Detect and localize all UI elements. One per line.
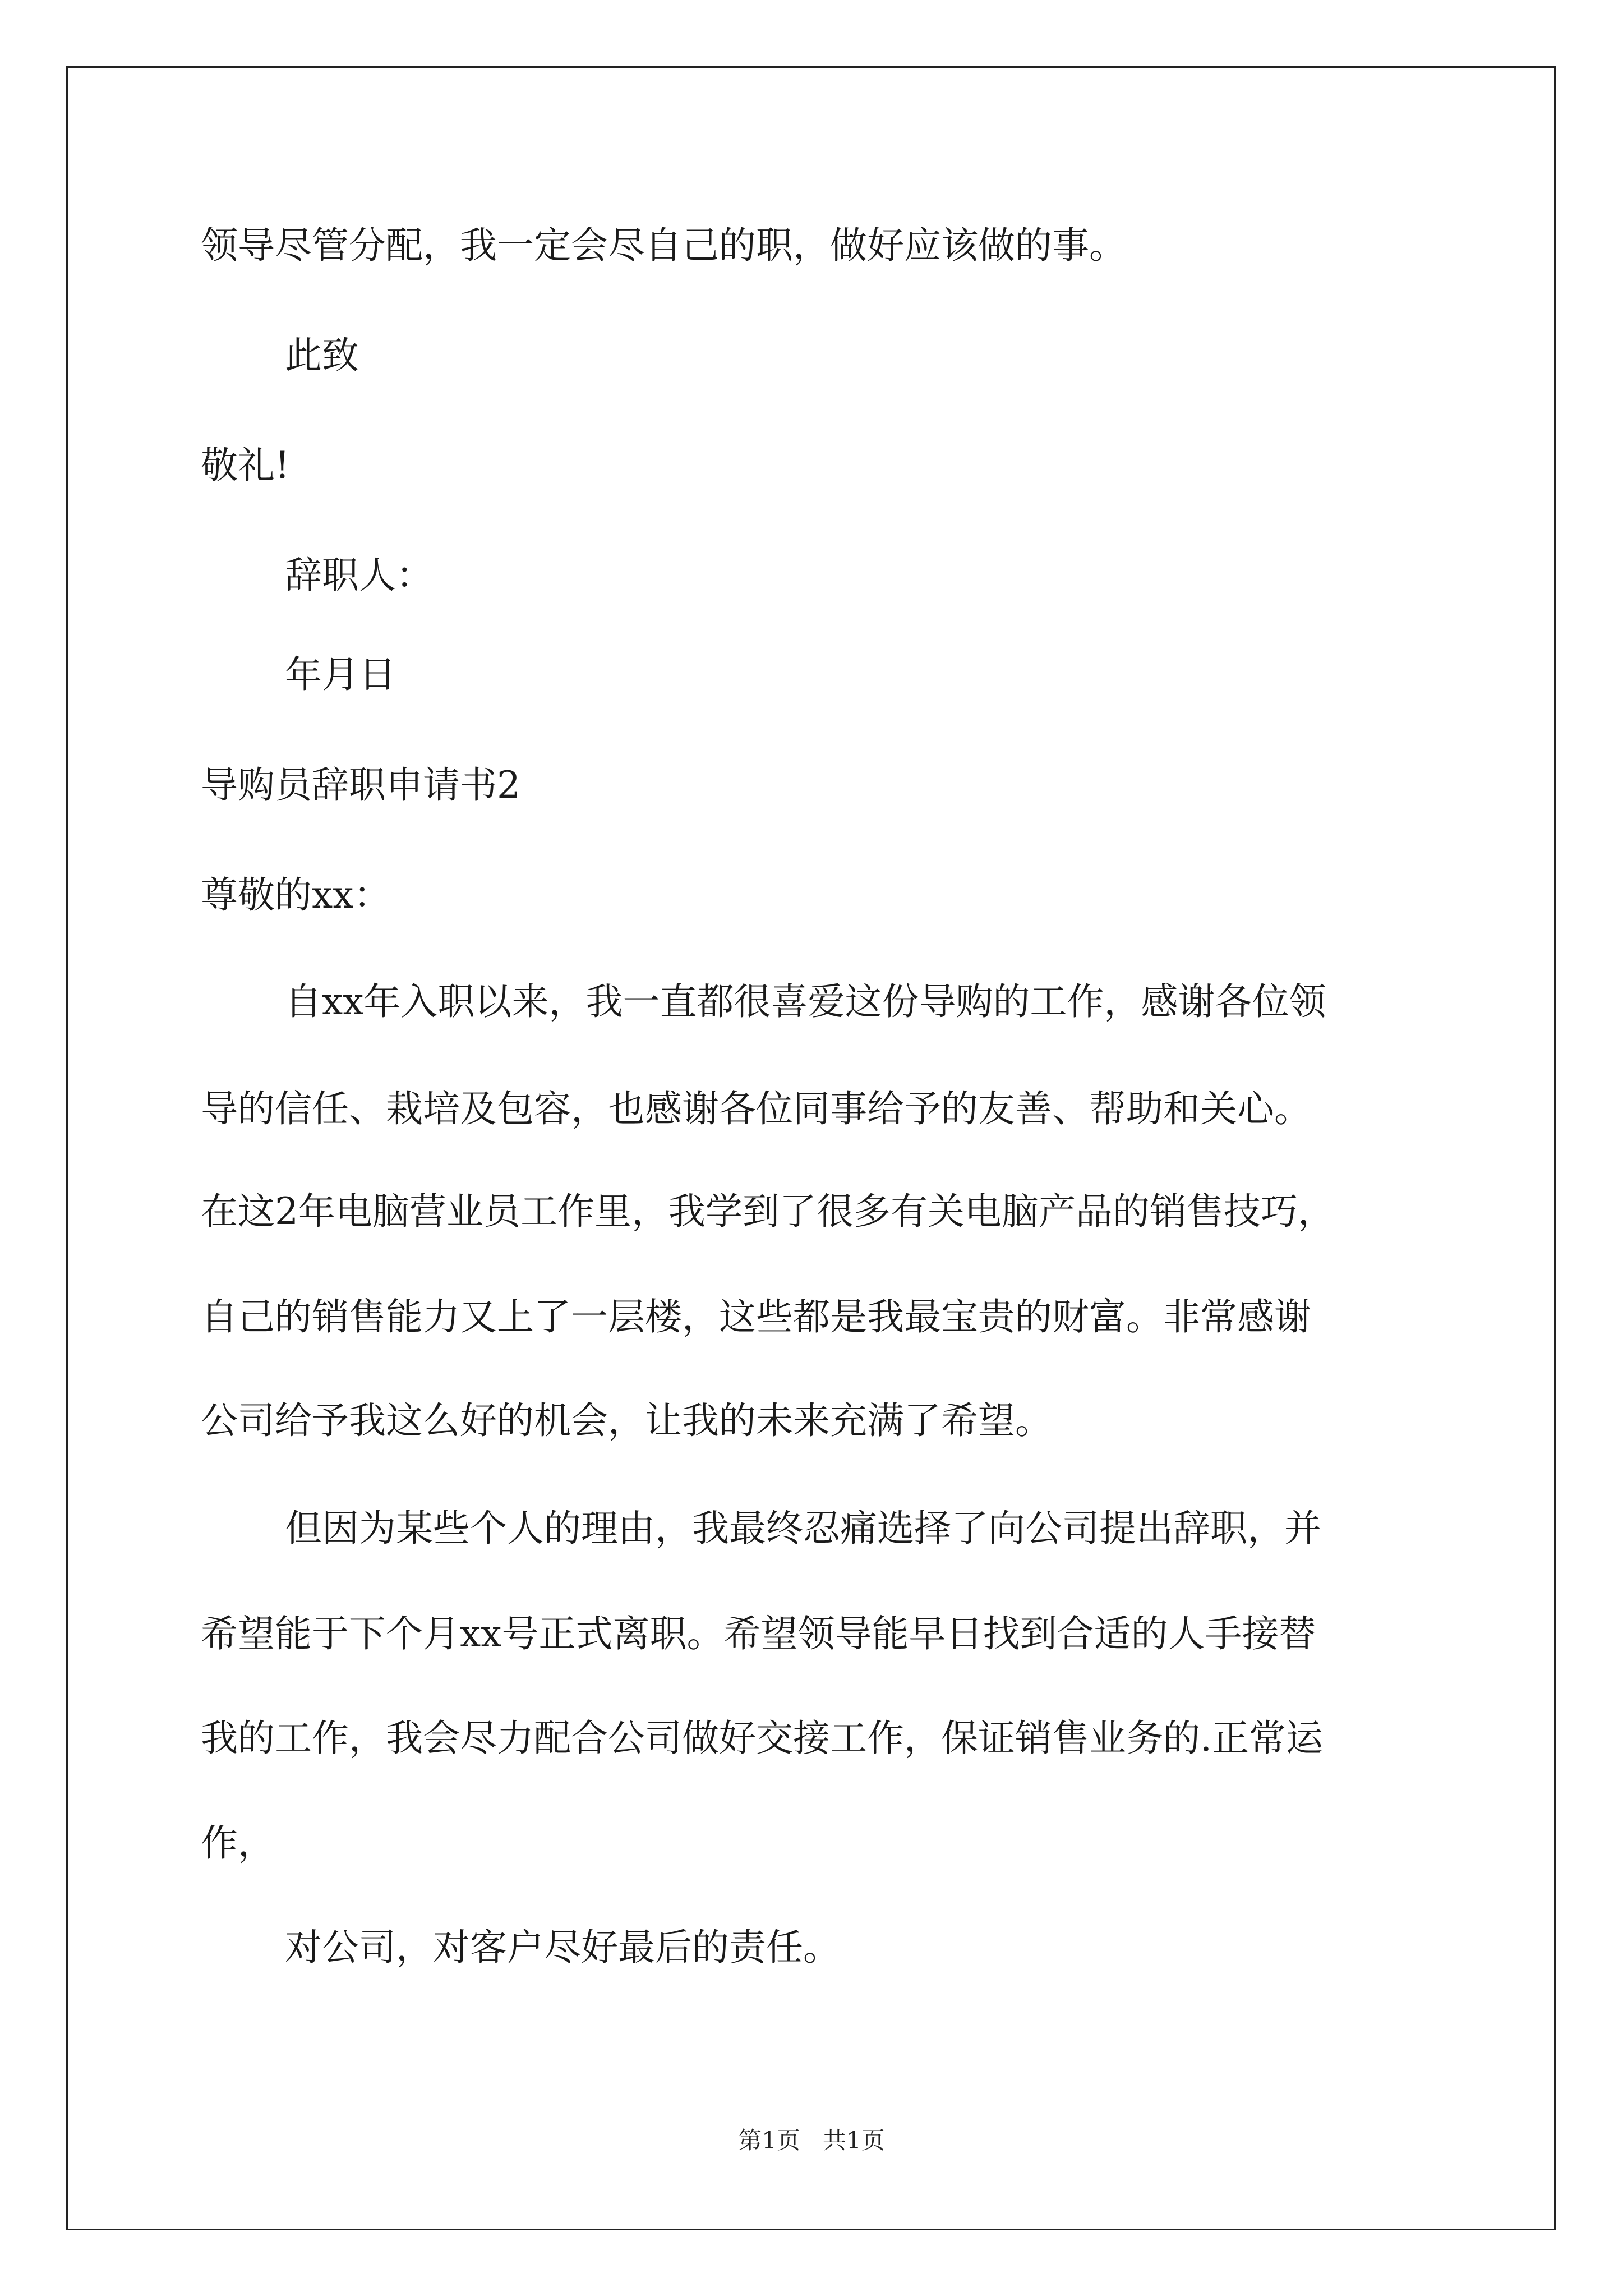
- salutation: 尊敬的xx：: [201, 873, 391, 917]
- text-line: 领导尽管分配，我一定会尽自己的职，做好应该做的事。: [201, 224, 1126, 267]
- text-line: 自xx年入职以来，我一直都很喜爱这份导购的工作，感谢各位领: [285, 980, 1326, 1023]
- text-line: 希望能于下个月xx号正式离职。希望领导能早日找到合适的人手接替: [201, 1612, 1316, 1655]
- page-total: 共1页: [823, 2127, 885, 2154]
- text-line: 此致: [285, 334, 359, 377]
- text-line: 导的信任、栽培及包容，也感谢各位同事给予的友善、帮助和关心。: [201, 1087, 1311, 1130]
- text-line: 年月日: [285, 653, 396, 696]
- text-line: 作，: [201, 1821, 275, 1865]
- text-line: 辞职人：: [285, 554, 433, 597]
- text-line: 敬礼!: [201, 444, 290, 487]
- section-title: 导购员辞职申请书2: [201, 763, 520, 807]
- text-line: 在这2年电脑营业员工作里，我学到了很多有关电脑产品的销售技巧，: [201, 1190, 1335, 1233]
- text-line: 公司给予我这么好的机会，让我的未来充满了希望。: [201, 1399, 1052, 1442]
- text-line: 自己的销售能力又上了一层楼，这些都是我最宝贵的财富。非常感谢: [201, 1295, 1311, 1338]
- page-border: [66, 66, 1556, 2230]
- text-line: 对公司，对客户尽好最后的责任。: [285, 1926, 840, 1969]
- text-line: 我的工作，我会尽力配合公司做好交接工作，保证销售业务的.正常运: [201, 1717, 1323, 1760]
- text-line: 但因为某些个人的理由，我最终忍痛选择了向公司提出辞职，并: [285, 1507, 1321, 1550]
- page-number: 第1页: [738, 2127, 800, 2154]
- page-footer: [0, 2125, 1623, 2156]
